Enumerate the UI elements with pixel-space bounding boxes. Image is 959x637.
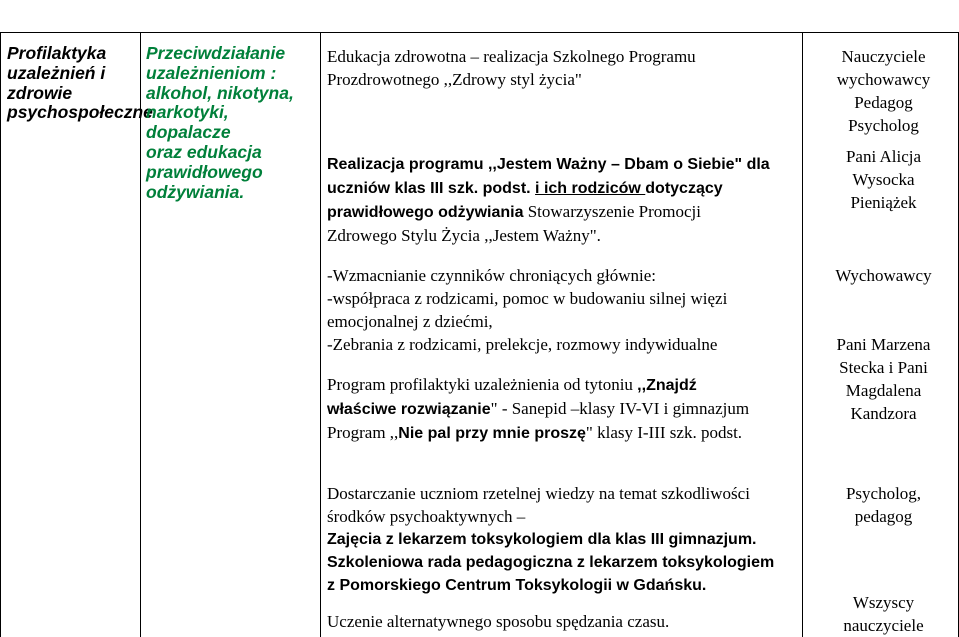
table-border-left bbox=[0, 32, 1, 637]
category-line: psychospołeczne bbox=[7, 102, 153, 123]
task-text-underlined: i ich rodziców bbox=[535, 180, 646, 197]
responsible-line: nauczyciele bbox=[843, 616, 924, 635]
category-line: Profilaktyka bbox=[7, 43, 107, 63]
goal-line: Przeciwdziałanie bbox=[146, 43, 286, 63]
task-text: " - Sanepid –klasy IV-VI i gimnazjum bbox=[490, 399, 750, 418]
task-text: dotyczący bbox=[645, 180, 723, 197]
responsible-line: Kandzora bbox=[850, 404, 917, 423]
responsible-line: Stecka i Pani bbox=[839, 358, 928, 377]
task-text: Stowarzyszenie Promocji bbox=[523, 202, 701, 221]
task-line: Zdrowego Stylu Życia ,,Jestem Ważny". bbox=[327, 226, 601, 245]
task-text: Program profilaktyki uzależnienia od tytoniu bbox=[327, 375, 638, 394]
task-line: Realizacja programu ,,Jestem Ważny – Dbam o Siebie" dla bbox=[327, 156, 770, 173]
responsible-line: Wysocka bbox=[852, 170, 915, 189]
category-line: uzależnień i bbox=[7, 62, 106, 83]
task-line: -Wzmacnianie czynników chroniących głównie: bbox=[327, 266, 657, 285]
task-block-protective-factors bbox=[327, 264, 807, 356]
task-text: ,,Znajdź bbox=[637, 377, 697, 394]
category-cell bbox=[7, 43, 153, 123]
goal-line: alkohol, nikotyna, bbox=[146, 82, 294, 103]
responsible-cell-row3-top bbox=[808, 482, 959, 528]
task-line: -współpraca z rodzicami, pomoc w budowaniu silnej więzi bbox=[327, 289, 728, 308]
goal-line: uzależnieniom : bbox=[146, 62, 277, 83]
task-line: Edukacja zdrowotna – realizacja Szkolnego Programu bbox=[327, 47, 696, 66]
task-block-tobacco-programs bbox=[327, 373, 807, 445]
responsible-line: Pedagog bbox=[854, 93, 913, 112]
task-line: Prozdrowotnego ,,Zdrowy styl życia" bbox=[327, 70, 582, 89]
goal-cell bbox=[146, 44, 318, 202]
task-text: " klasy I-III szk. podst. bbox=[585, 423, 743, 442]
task-line: emocjonalnej z dziećmi, bbox=[327, 312, 493, 331]
goal-line: odżywiania. bbox=[146, 181, 245, 202]
task-text: Nie pal przy mnie proszę bbox=[398, 425, 586, 442]
task-text: właściwe rozwiązanie bbox=[327, 401, 491, 418]
task-block-toxicology bbox=[327, 482, 807, 597]
responsible-spacer bbox=[808, 137, 959, 145]
task-line: Dostarczanie uczniom rzetelnej wiedzy na temat szkodliwości bbox=[327, 484, 750, 503]
task-text: Program ,, bbox=[327, 423, 399, 442]
responsible-cell-row2 bbox=[808, 264, 959, 425]
task-text: uczniów klas III szk. podst. bbox=[327, 180, 536, 197]
responsible-line: Magdalena bbox=[845, 381, 922, 400]
responsible-line: Psycholog, bbox=[845, 484, 922, 503]
task-line: Uczenie alternatywnego sposobu spędzania czasu. bbox=[327, 612, 670, 631]
responsible-line: Wychowawcy bbox=[835, 266, 932, 285]
responsible-line: Pani Marzena bbox=[836, 335, 931, 354]
task-block-health-education bbox=[327, 45, 807, 91]
task-text: prawidłowego odżywiania bbox=[327, 204, 524, 221]
goal-line: oraz edukacja bbox=[146, 141, 262, 162]
responsible-cell-row1 bbox=[808, 45, 959, 214]
task-line: Zajęcia z lekarzem toksykologiem dla klas III gimnazjum. bbox=[327, 531, 757, 548]
column-divider-2 bbox=[320, 32, 321, 637]
responsible-line: Pieniążek bbox=[850, 193, 917, 212]
task-block-jestem-wazny bbox=[327, 153, 807, 247]
responsible-line: Wszyscy bbox=[852, 593, 915, 612]
responsible-line: pedagog bbox=[854, 507, 913, 526]
responsible-line: Nauczyciele bbox=[841, 47, 926, 66]
responsible-spacer bbox=[808, 287, 959, 333]
table-border-top bbox=[0, 32, 959, 33]
task-line: Szkoleniowa rada pedagogiczna z lekarzem toksykologiem bbox=[327, 554, 775, 571]
task-line: z Pomorskiego Centrum Toksykologii w Gdańsku. bbox=[327, 577, 707, 594]
goal-line: narkotyki, dopalacze bbox=[146, 102, 231, 143]
category-line: zdrowie bbox=[7, 82, 73, 103]
responsible-line: Psycholog bbox=[848, 116, 919, 135]
task-line: -Zebrania z rodzicami, prelekcje, rozmowy indywidualne bbox=[327, 335, 718, 354]
responsible-cell-row3-bottom bbox=[808, 591, 959, 637]
task-block-alternative-leisure bbox=[327, 610, 807, 633]
task-line: środków psychoaktywnych – bbox=[327, 507, 526, 526]
responsible-line: Pani Alicja bbox=[845, 147, 922, 166]
responsible-line: wychowawcy bbox=[836, 70, 931, 89]
goal-line: prawidłowego bbox=[146, 161, 263, 182]
